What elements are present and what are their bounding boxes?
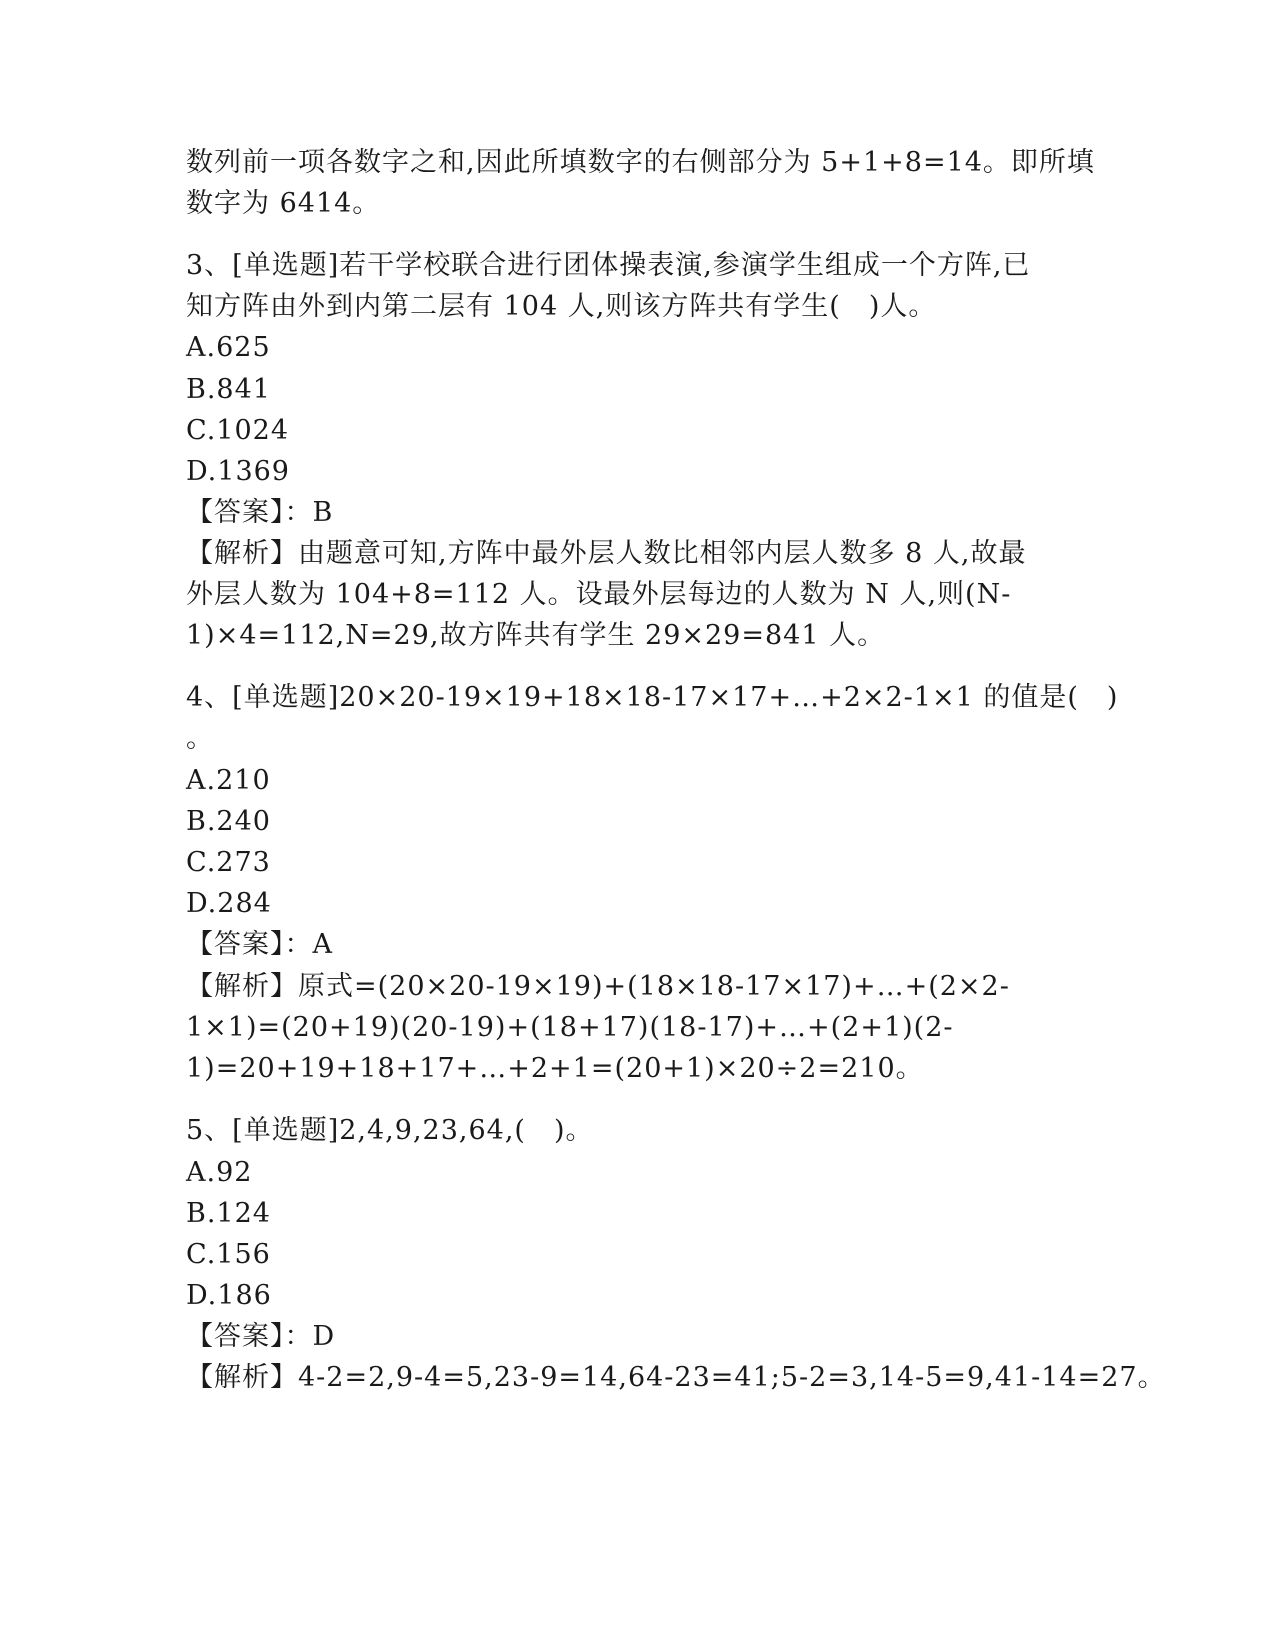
question-5-stem: 5、[单选题]2,4,9,23,64,( )。 — [186, 1115, 594, 1146]
question-3-explanation-line-3: 1)×4=112,N=29,故方阵共有学生 29×29=841 人。 — [186, 620, 886, 651]
question-3-option-a: A.625 — [186, 332, 271, 363]
question-5-option-a: A.92 — [186, 1157, 253, 1188]
continuation-text-line-1: 数列前一项各数字之和,因此所填数字的右侧部分为 5+1+8=14。即所填 — [186, 147, 1095, 178]
question-3-option-b: B.841 — [186, 374, 271, 405]
question-3-explanation-line-1: 【解析】由题意可知,方阵中最外层人数比相邻内层人数多 8 人,故最 — [186, 538, 1027, 569]
question-4-explanation-line-1: 【解析】原式=(20×20-19×19)+(18×18-17×17)+…+(2×2- — [186, 971, 1010, 1002]
continuation-text-line-2: 数字为 6414。 — [186, 188, 381, 219]
question-3-answer: 【答案】：B — [186, 497, 334, 528]
question-4-option-b: B.240 — [186, 806, 271, 837]
question-5-answer: 【答案】：D — [186, 1321, 336, 1352]
question-5-option-d: D.186 — [186, 1280, 272, 1311]
question-4-stem-line-1: 4、[单选题]20×20-19×19+18×18-17×17+…+2×2-1×1 的值是( ) — [186, 682, 1119, 713]
question-4-option-a: A.210 — [186, 765, 271, 796]
question-3-explanation-line-2: 外层人数为 104+8=112 人。设最外层每边的人数为 N 人,则(N- — [186, 579, 1012, 610]
question-4-option-c: C.273 — [186, 847, 271, 878]
question-4-explanation-line-3: 1)=20+19+18+17+…+2+1=(20+1)×20÷2=210。 — [186, 1053, 924, 1084]
question-3-option-c: C.1024 — [186, 415, 289, 446]
question-4-explanation-line-2: 1×1)=(20+19)(20-19)+(18+17)(18-17)+…+(2+1)(2- — [186, 1012, 954, 1043]
question-4-stem-line-2: 。 — [186, 723, 214, 754]
question-5-explanation: 【解析】4-2=2,9-4=5,23-9=14,64-23=41;5-2=3,14-5=9,41-14=27。 — [186, 1362, 1166, 1393]
question-5-option-b: B.124 — [186, 1198, 271, 1229]
question-3-stem-line-1: 3、[单选题]若干学校联合进行团体操表演,参演学生组成一个方阵,已 — [186, 250, 1031, 281]
question-3-option-d: D.1369 — [186, 456, 290, 487]
question-5-option-c: C.156 — [186, 1239, 271, 1270]
question-4-answer: 【答案】：A — [186, 929, 333, 960]
question-3-stem-line-2: 知方阵由外到内第二层有 104 人,则该方阵共有学生( )人。 — [186, 291, 937, 322]
question-4-option-d: D.284 — [186, 888, 272, 919]
